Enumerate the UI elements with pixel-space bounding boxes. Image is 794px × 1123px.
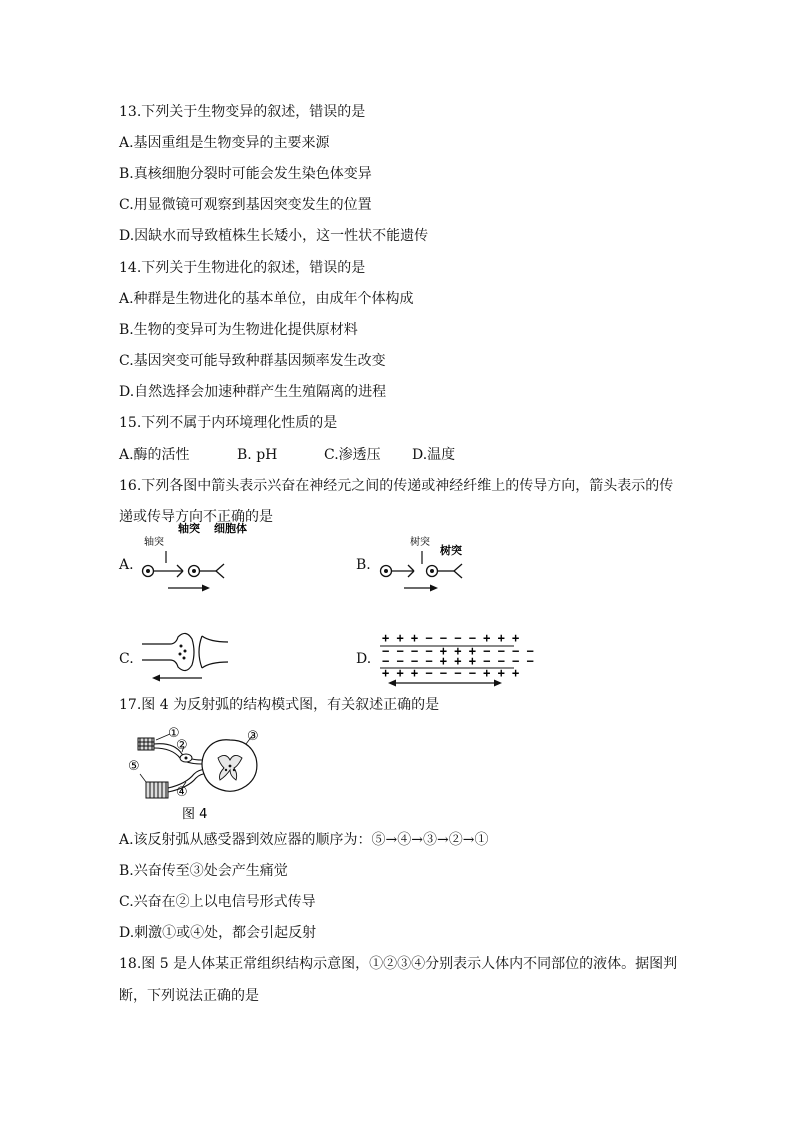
q13-option-c: C.用显微镜可观察到基因突变发生的位置	[119, 197, 372, 213]
q16-c-label: C.	[119, 651, 134, 667]
q16-diagram-a	[138, 518, 288, 598]
q16-diagram-c	[140, 630, 240, 684]
q17-label-2: ②	[176, 738, 188, 753]
q15-option-b: B. pH	[237, 447, 278, 463]
q16-d-charges-bot: + + + − − − − + + +	[382, 666, 520, 680]
q14-option-a: A.种群是生物进化的基本单位，由成年个体构成	[119, 291, 414, 307]
q16-b-text-dendrite-bold: 树突	[440, 544, 462, 557]
q17-stem: 17.图 4 为反射弧的结构模式图，有关叙述正确的是	[119, 697, 440, 713]
q18-stem-line2: 断，下列说法正确的是	[119, 988, 259, 1004]
q13-option-a: A.基因重组是生物变异的主要来源	[119, 135, 330, 151]
q16-a-label: A.	[119, 557, 134, 573]
q13-stem: 13.下列关于生物变异的叙述，错误的是	[119, 104, 366, 120]
q16-diagram-b	[376, 533, 486, 595]
q16-b-label: B.	[356, 557, 371, 573]
q17-option-a: A.该反射弧从感受器到效应器的顺序为：⑤→④→③→②→①	[119, 832, 489, 848]
q15-stem: 15.下列不属于内环境理化性质的是	[119, 415, 338, 431]
q17-option-c: C.兴奋在②上以电信号形式传导	[119, 894, 316, 910]
q16-d-label: D.	[356, 651, 372, 667]
q16-stem-line2: 递或传导方向不正确的是	[119, 509, 273, 525]
q18-stem-line1: 18.图 5 是人体某正常组织结构示意图，①②③④分别表示人体内不同部位的液体。据图判	[119, 956, 678, 972]
q14-option-c: C.基因突变可能导致种群基因频率发生改变	[119, 353, 386, 369]
q14-option-b: B.生物的变异可为生物进化提供原材料	[119, 322, 358, 338]
q17-label-4: ④	[176, 785, 188, 800]
q13-option-d: D.因缺水而导致植株生长矮小，这一性状不能遗传	[119, 228, 429, 244]
q17-reflex-arc-figure	[126, 724, 276, 824]
q16-a-text-cellbody: 细胞体	[214, 522, 247, 535]
q16-d-charges-mid1: − − − − + + + − − − −	[382, 644, 534, 658]
q14-option-d: D.自然选择会加速种群产生生殖隔离的进程	[119, 384, 387, 400]
q13-option-b: B.真核细胞分裂时可能会发生染色体变异	[119, 166, 372, 182]
q17-label-3: ③	[247, 729, 259, 744]
q16-a-text-axon: 轴突	[144, 537, 164, 548]
q15-option-c: C.渗透压	[324, 447, 381, 463]
q16-stem-line1: 16.下列各图中箭头表示兴奋在神经元之间的传递或神经纤维上的传导方向，箭头表示的传	[119, 478, 674, 494]
q15-options	[119, 445, 679, 465]
q17-figure-caption: 图 4	[182, 807, 208, 822]
q16-diagram-d	[380, 628, 534, 686]
q16-d-charges-mid2: − − − − + + + − − − −	[382, 654, 534, 668]
q16-d-charges-top: + + + − − − − + + +	[382, 631, 520, 645]
q15-option-d: D.温度	[412, 447, 456, 463]
q14-stem: 14.下列关于生物进化的叙述，错误的是	[119, 260, 366, 276]
q17-label-1: ①	[168, 726, 180, 741]
q16-b-text-dendrite: 树突	[410, 537, 430, 548]
q17-label-5: ⑤	[128, 759, 140, 774]
q16-a-text-axon-bold: 轴突	[178, 522, 200, 535]
q17-option-b: B.兴奋传至③处会产生痛觉	[119, 863, 288, 879]
q17-option-d: D.刺激①或④处，都会引起反射	[119, 925, 317, 941]
q15-option-a: A.酶的活性	[119, 447, 190, 463]
